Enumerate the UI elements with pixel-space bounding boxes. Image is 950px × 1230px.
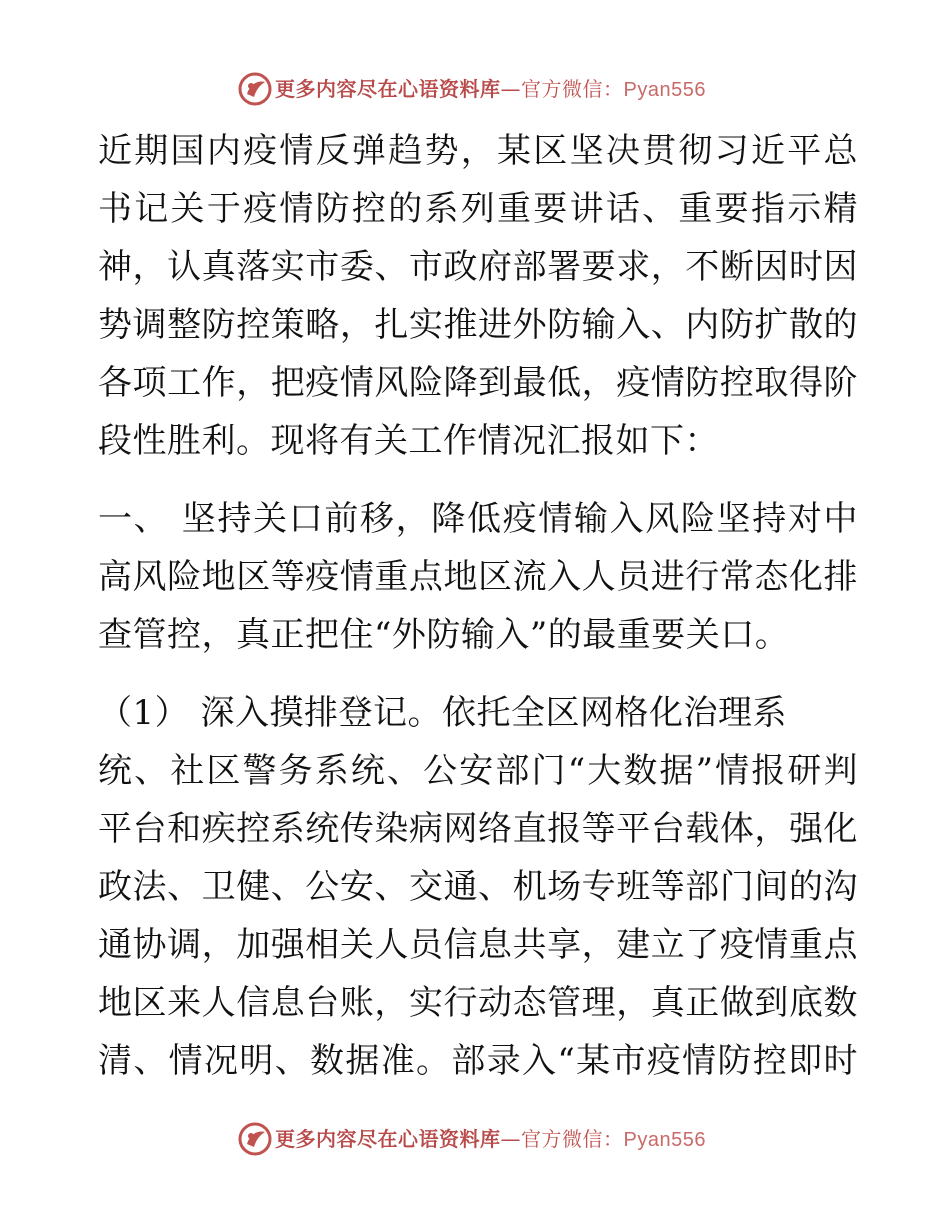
text-line: 近期国内疫情反弹趋势，某区坚决贯彻习近平总 [98, 131, 858, 171]
header-watermark [0, 70, 950, 110]
text-line: 查管控，真正把住“外防输入”的最重要关口。 [98, 615, 790, 655]
text-line: 书记关于疫情防控的系列重要讲话、重要指示精 [98, 189, 858, 229]
text-line: 通协调，加强相关人员信息共享，建立了疫情重点 [98, 925, 858, 965]
text-line: 各项工作，把疫情风险降到最低，疫情防控取得阶 [98, 363, 858, 403]
paragraph-intro [98, 122, 858, 470]
section-heading-line: 一、 坚持关口前移，降低疫情输入风险坚持对中 [98, 499, 858, 539]
document-body [98, 122, 858, 1090]
text-line: 高风险地区等疫情重点地区流入人员进行常态化排 [98, 557, 858, 597]
watermark-label: 官方微信： [521, 77, 624, 101]
watermark-dash: — [500, 1127, 521, 1151]
watermark-id: Pyan556 [623, 1129, 706, 1151]
watermark-label: 官方微信： [521, 1127, 624, 1151]
watermark-id: Pyan556 [623, 79, 706, 101]
text-line: 清、情况明、数据准。部录入“某市疫情防控即时 [98, 1041, 858, 1081]
brand-logo-icon [238, 1122, 272, 1156]
text-line: 平台和疾控系统传染病网络直报等平台载体，强化 [98, 809, 858, 849]
watermark-main: 更多内容尽在心语资料库 [275, 1127, 501, 1151]
brand-logo-icon [238, 72, 272, 106]
text-line: 势调整防控策略，扎实推进外防输入、内防扩散的 [98, 305, 858, 345]
paragraph-subsection-1 [98, 684, 858, 1090]
text-line: 统、社区警务系统、公安部门“大数据”情报研判 [98, 751, 858, 791]
text-line: 地区来人信息台账，实行动态管理，真正做到底数 [98, 983, 858, 1023]
watermark-main: 更多内容尽在心语资料库 [275, 77, 501, 101]
footer-watermark [0, 1120, 950, 1160]
watermark-text [275, 74, 706, 105]
paragraph-section-1 [98, 490, 858, 664]
text-line: 段性胜利。现将有关工作情况汇报如下： [98, 421, 719, 461]
watermark-text [275, 1124, 706, 1155]
watermark-dash: — [500, 77, 521, 101]
subsection-heading-line: （1） 深入摸排登记。依托全区网格化治理系 [98, 693, 787, 733]
text-line: 政法、卫健、公安、交通、机场专班等部门间的沟 [98, 867, 858, 907]
text-line: 神，认真落实市委、市政府部署要求，不断因时因 [98, 247, 858, 287]
